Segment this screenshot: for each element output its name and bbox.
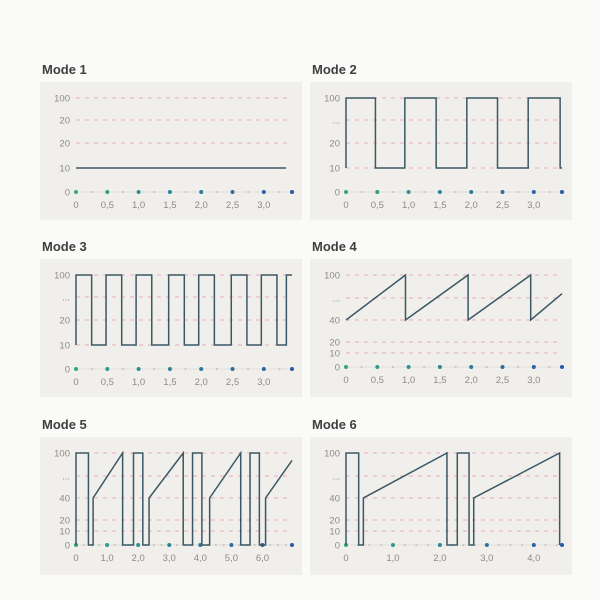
axis-minor-dot: [91, 368, 93, 370]
x-axis-label: 4,0: [193, 553, 207, 564]
axis-tick-dot: [532, 365, 536, 369]
chart-panel-mode-5: [40, 417, 302, 575]
x-axis-label: 0,5: [100, 377, 114, 388]
axis-tick-dot: [344, 365, 348, 369]
x-axis-label: 2,5: [495, 375, 510, 386]
axis-minor-dot: [454, 191, 456, 193]
x-axis-label: 0: [73, 200, 79, 211]
axis-tick-dot: [262, 367, 266, 371]
x-axis-label: 3,0: [480, 553, 494, 564]
y-axis-label: 10: [59, 340, 70, 352]
x-axis-label: 2,5: [225, 377, 240, 388]
axis-minor-dot: [184, 191, 186, 193]
y-axis-label: 0: [334, 540, 340, 552]
y-axis-label: ...: [332, 293, 340, 305]
axis-tick-dot: [137, 367, 141, 371]
axis-tick-dot: [469, 365, 473, 369]
axis-minor-dot: [423, 366, 425, 368]
axis-tick-dot: [168, 367, 172, 371]
x-axis-label: 2,5: [225, 200, 240, 211]
axis-minor-dot: [153, 544, 155, 546]
axis-tick-dot: [74, 190, 78, 194]
axis-tick-dot: [485, 543, 489, 547]
x-axis-label: 5,0: [224, 553, 239, 564]
chart-title: Mode 6: [312, 417, 357, 432]
axis-minor-dot: [427, 544, 429, 546]
x-axis-label: 2,0: [464, 200, 478, 211]
axis-tick-dot: [105, 367, 109, 371]
axis-tick-dot: [199, 190, 203, 194]
axis-tick-dot: [560, 190, 564, 194]
y-axis-label: 0: [334, 187, 340, 199]
axis-minor-dot: [556, 544, 558, 546]
x-axis-label: 1,0: [131, 377, 146, 388]
axis-tick-dot: [560, 365, 564, 369]
x-axis-label: 3,0: [257, 200, 271, 211]
y-axis-label: ...: [332, 471, 340, 483]
axis-tick-dot: [199, 367, 203, 371]
axis-minor-dot: [122, 191, 124, 193]
y-axis-label: 20: [329, 138, 340, 150]
x-axis-label: 4,0: [527, 553, 541, 564]
axis-tick-dot: [438, 543, 442, 547]
y-axis-label: 0: [334, 362, 340, 374]
x-axis-label: 1,0: [386, 553, 400, 564]
x-axis-label: 1,0: [131, 200, 146, 211]
y-axis-label: 20: [59, 515, 70, 527]
axis-minor-dot: [223, 544, 225, 546]
axis-minor-dot: [247, 191, 249, 193]
axis-minor-dot: [392, 191, 394, 193]
axis-minor-dot: [215, 544, 217, 546]
axis-minor-dot: [498, 544, 500, 546]
y-axis-label: 10: [329, 526, 340, 538]
axis-minor-dot: [98, 544, 100, 546]
y-axis-label: ...: [332, 115, 340, 127]
x-axis-label: 1,5: [163, 200, 177, 211]
axis-tick-dot: [290, 190, 294, 194]
chart-mode-4: [310, 259, 572, 397]
axis-minor-dot: [216, 368, 218, 370]
y-axis-label: 20: [59, 138, 70, 150]
axis-minor-dot: [462, 544, 464, 546]
axis-minor-dot: [368, 544, 370, 546]
chart-panel-mode-6: [310, 417, 572, 575]
axis-minor-dot: [486, 366, 488, 368]
y-axis-label: 0: [64, 364, 70, 376]
axis-minor-dot: [277, 544, 279, 546]
x-axis-label: 3,0: [527, 375, 541, 386]
x-axis-label: 1,5: [163, 377, 177, 388]
y-axis-label: 10: [329, 348, 340, 360]
axis-minor-dot: [122, 368, 124, 370]
axis-minor-dot: [184, 368, 186, 370]
axis-tick-dot: [290, 367, 294, 371]
axis-minor-dot: [548, 366, 550, 368]
axis-minor-dot: [423, 191, 425, 193]
y-axis-label: 20: [59, 315, 70, 327]
y-axis-label: 20: [59, 115, 70, 127]
chart-title: Mode 3: [42, 239, 87, 254]
axis-minor-dot: [404, 544, 406, 546]
axis-tick-dot: [231, 367, 235, 371]
axis-tick-dot: [375, 190, 379, 194]
axis-tick-dot: [105, 543, 109, 547]
x-axis-label: 0: [343, 553, 349, 564]
axis-minor-dot: [278, 191, 280, 193]
x-axis-label: 0,5: [370, 200, 384, 211]
chart-panel-mode-1: [40, 62, 302, 220]
axis-minor-dot: [361, 191, 363, 193]
axis-minor-dot: [91, 191, 93, 193]
axis-tick-dot: [229, 543, 233, 547]
chart-title: Mode 1: [42, 62, 87, 77]
y-axis-label: 100: [324, 270, 340, 282]
axis-tick-dot: [290, 543, 294, 547]
axis-tick-dot: [438, 365, 442, 369]
axis-tick-dot: [136, 543, 140, 547]
y-axis-label: 10: [59, 163, 70, 175]
axis-minor-dot: [176, 544, 178, 546]
axis-minor-dot: [238, 544, 240, 546]
y-axis-label: ...: [62, 471, 70, 483]
x-axis-label: 2,0: [131, 553, 145, 564]
axis-tick-dot: [469, 190, 473, 194]
x-axis-label: 3,0: [162, 553, 176, 564]
chart-panel-mode-4: [310, 239, 572, 397]
x-axis-label: 2,5: [495, 200, 510, 211]
x-axis-label: 3,0: [257, 377, 271, 388]
chart-title: Mode 4: [312, 239, 357, 254]
axis-tick-dot: [501, 365, 505, 369]
axis-tick-dot: [560, 543, 564, 547]
axis-tick-dot: [105, 190, 109, 194]
axis-tick-dot: [438, 190, 442, 194]
axis-minor-dot: [254, 544, 256, 546]
axis-minor-dot: [83, 544, 85, 546]
axis-minor-dot: [486, 191, 488, 193]
x-axis-label: 0: [343, 375, 349, 386]
waveform-line: [76, 275, 292, 345]
axis-tick-dot: [501, 190, 505, 194]
axis-minor-dot: [454, 366, 456, 368]
chart-panel-mode-3: [40, 239, 302, 397]
x-axis-label: 0,5: [100, 200, 114, 211]
y-axis-label: 40: [59, 493, 70, 505]
y-axis-label: ...: [62, 292, 70, 304]
x-axis-label: 2,0: [194, 200, 208, 211]
axis-minor-dot: [285, 544, 287, 546]
y-axis-label: 100: [54, 448, 70, 460]
axis-minor-dot: [114, 544, 116, 546]
x-axis-label: 2,0: [464, 375, 478, 386]
axis-minor-dot: [278, 368, 280, 370]
axis-minor-dot: [517, 191, 519, 193]
waveform-line: [346, 98, 562, 168]
chart-title: Mode 5: [42, 417, 87, 432]
axis-tick-dot: [231, 190, 235, 194]
y-axis-label: 20: [329, 515, 340, 527]
chart-mode-3: [40, 259, 302, 397]
axis-minor-dot: [544, 544, 546, 546]
x-axis-label: 1,0: [401, 375, 416, 386]
axis-minor-dot: [153, 191, 155, 193]
x-axis-label: 1,5: [433, 200, 447, 211]
axis-minor-dot: [509, 544, 511, 546]
y-axis-label: 10: [59, 526, 70, 538]
y-axis-label: 100: [54, 93, 70, 105]
chart-mode-1: [40, 82, 302, 220]
axis-tick-dot: [74, 367, 78, 371]
x-axis-label: 0: [73, 553, 79, 564]
axis-minor-dot: [269, 544, 271, 546]
x-axis-label: 0: [343, 200, 349, 211]
axis-tick-dot: [137, 190, 141, 194]
chart-mode-2: [310, 82, 572, 220]
y-axis-label: 100: [54, 270, 70, 282]
x-axis-label: 0,5: [370, 375, 384, 386]
y-axis-label: 0: [64, 187, 70, 199]
axis-tick-dot: [168, 190, 172, 194]
axis-minor-dot: [415, 544, 417, 546]
y-axis-label: 20: [329, 337, 340, 349]
axis-minor-dot: [521, 544, 523, 546]
axis-minor-dot: [247, 368, 249, 370]
chart-panel-mode-2: [310, 62, 572, 220]
x-axis-label: 3,0: [527, 200, 541, 211]
axis-tick-dot: [262, 190, 266, 194]
x-axis-label: 0: [73, 377, 79, 388]
axis-tick-dot: [375, 365, 379, 369]
axis-minor-dot: [216, 191, 218, 193]
x-axis-label: 2,0: [433, 553, 447, 564]
axis-tick-dot: [532, 543, 536, 547]
y-axis-label: 0: [64, 540, 70, 552]
y-axis-label: 40: [329, 493, 340, 505]
y-axis-label: 100: [324, 93, 340, 105]
axis-minor-dot: [392, 366, 394, 368]
chart-title: Mode 2: [312, 62, 357, 77]
chart-mode-6: [310, 437, 572, 575]
axis-tick-dot: [407, 365, 411, 369]
x-axis-label: 1,5: [433, 375, 447, 386]
axis-tick-dot: [344, 190, 348, 194]
x-axis-label: 6,0: [255, 553, 270, 564]
axis-tick-dot: [407, 190, 411, 194]
x-axis-label: 1,0: [100, 553, 114, 564]
axis-minor-dot: [361, 366, 363, 368]
axis-minor-dot: [153, 368, 155, 370]
x-axis-label: 2,0: [194, 377, 208, 388]
x-axis-label: 1,0: [401, 200, 416, 211]
axis-tick-dot: [532, 190, 536, 194]
axis-tick-dot: [391, 543, 395, 547]
axis-minor-dot: [517, 366, 519, 368]
y-axis-label: 10: [329, 163, 340, 175]
chart-mode-5: [40, 437, 302, 575]
axis-minor-dot: [548, 191, 550, 193]
y-axis-label: 40: [329, 315, 340, 327]
y-axis-label: 100: [324, 448, 340, 460]
axis-minor-dot: [160, 544, 162, 546]
axis-minor-dot: [380, 544, 382, 546]
axis-tick-dot: [167, 543, 171, 547]
